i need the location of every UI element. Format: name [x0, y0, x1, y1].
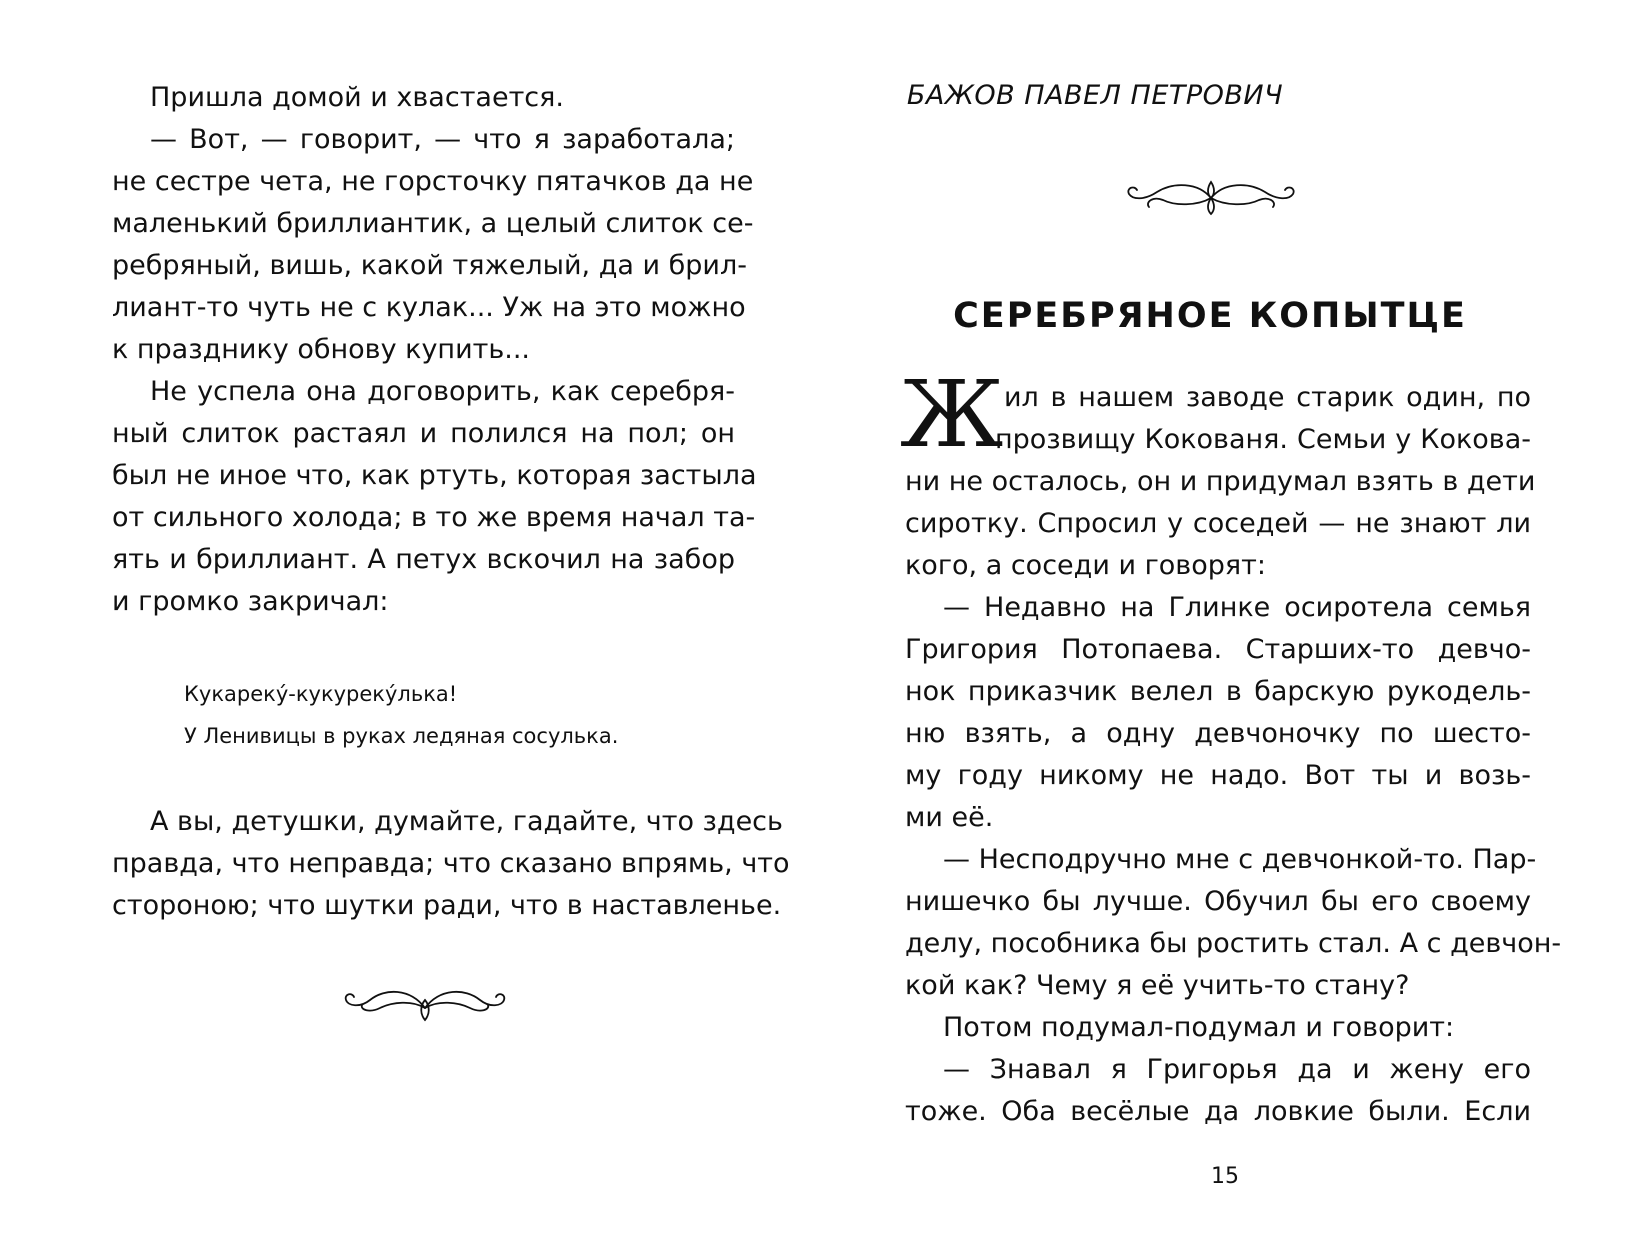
right-text-line: Григория Потопаева. Старших-то девчо-	[905, 634, 1531, 665]
left-text-line: и громко закричал:	[112, 586, 389, 617]
drop-cap: Ж	[900, 361, 1004, 468]
left-text-line: к празднику обнову купить...	[112, 334, 531, 365]
right-text-line: — Недавно на Глинке осиротела семья	[943, 592, 1531, 623]
right-text-line: прозвищу Кокованя. Семьи у Кокова-	[995, 424, 1531, 455]
right-text-line: ню взять, а одну девчоночку по шесто-	[905, 718, 1531, 749]
right-text-line: — Несподручно мне с девчонкой-то. Пар-	[943, 844, 1537, 875]
left-text-line: стороною; что шутки ради, что в наставленье.	[112, 890, 782, 921]
left-text-line: Пришла домой и хвастается.	[150, 82, 564, 113]
right-text-line: ми её.	[905, 802, 994, 833]
right-text-line: ил в нашем заводе старик один, по	[1004, 382, 1531, 413]
left-text-line: не сестре чета, не горсточку пятачков да не	[112, 166, 754, 197]
left-text-line: Не успела она договорить, как серебря-	[150, 376, 735, 407]
left-text-line: ный слиток растаял и полился на пол; он	[112, 418, 735, 449]
left-text-line: А вы, детушки, думайте, гадайте, что здесь	[150, 806, 783, 837]
story-title: СЕРЕБРЯНОЕ КОПЫТЦЕ	[953, 296, 1467, 336]
left-text-line: был не иное что, как ртуть, которая застыла	[112, 460, 757, 491]
right-text-line: делу, пособника бы ростить стал. А с девчон-	[905, 928, 1562, 959]
right-text-line: ни не осталось, он и придумал взять в дети	[905, 466, 1536, 497]
right-text-line: нишечко бы лучше. Обучил бы его своему	[905, 886, 1531, 917]
right-text-line: кой как? Чему я её учить-то стану?	[905, 970, 1410, 1001]
ornament-header-icon	[1123, 176, 1299, 218]
left-text-line: от сильного холода; в то же время начал та-	[112, 502, 756, 533]
page-number: 15	[1211, 1164, 1239, 1189]
ornament-divider-icon	[340, 980, 510, 1024]
author-header: БАЖОВ ПАВЕЛ ПЕТРОВИЧ	[906, 80, 1284, 111]
right-text-line: нок приказчик велел в барскую рукодель-	[905, 676, 1531, 707]
right-text-line: тоже. Оба весёлые да ловкие были. Если	[905, 1096, 1531, 1127]
left-text-line: ять и бриллиант. А петух вскочил на забор	[112, 544, 735, 575]
verse-line: Кукареку́-кукуреку́лька!	[184, 682, 458, 706]
left-text-line: ребряный, вишь, какой тяжелый, да и брил-	[112, 250, 747, 281]
right-text-line: кого, а соседи и говорят:	[905, 550, 1266, 581]
right-text-line: — Знавал я Григорья да и жену его	[943, 1054, 1531, 1085]
left-text-line: — Вот, — говорит, — что я заработала;	[150, 124, 735, 155]
left-text-line: правда, что неправда; что сказано впрямь, что	[112, 848, 790, 879]
right-text-line: сиротку. Спросил у соседей — не знают ли	[905, 508, 1531, 539]
left-text-line: лиант-то чуть не с кулак... Уж на это можно	[112, 292, 746, 323]
right-text-line: му году никому не надо. Вот ты и возь-	[905, 760, 1531, 791]
verse-line: У Ленивицы в руках ледяная сосулька.	[184, 724, 619, 748]
right-text-line: Потом подумал-подумал и говорит:	[943, 1012, 1455, 1043]
left-text-line: маленький бриллиантик, а целый слиток се-	[112, 208, 754, 239]
